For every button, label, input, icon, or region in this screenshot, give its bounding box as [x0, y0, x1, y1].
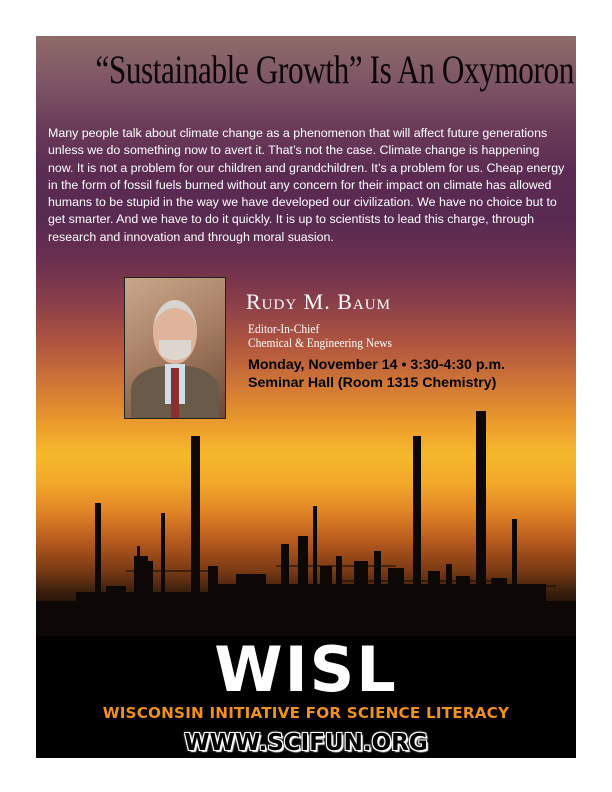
- poster-title: “Sustainable Growth” Is An Oxymoron: [95, 47, 574, 92]
- wisl-logo: WISL: [214, 633, 398, 706]
- event-location: Seminar Hall (Room 1315 Chemistry): [248, 375, 497, 391]
- speaker-organization: Chemical & Engineering News: [248, 336, 393, 350]
- speaker-name: Rudy M. Baum: [246, 289, 391, 314]
- event-date-time: Monday, November 14 • 3:30-4:30 p.m.: [248, 357, 506, 373]
- talk-abstract: Many people talk about climate change as a phenomenon that will affect future generations unless we do something now to avert it. That’s not the case. Climate change is happening now. It is not a problem for our children and grandchildren. It’s a problem for us. Cheap energy in the form of fossil fuels burned without any concern for their impact on climate has allowed humans to be stupid in the way we have developed our civilization. We have no choice but to get smarter. And we have to do it quickly. It is up to scientists to lead this charge, through research and innovation and through moral suasion.: [48, 126, 565, 244]
- event-poster: [36, 36, 576, 758]
- website-link[interactable]: WWW.SCIFUN.ORG: [184, 730, 428, 756]
- speaker-title: Editor-In-Chief: [248, 322, 320, 336]
- refinery-skyline-image: [36, 396, 576, 636]
- organizer-full-name: WISCONSIN INITIATIVE FOR SCIENCE LITERACY: [102, 704, 510, 722]
